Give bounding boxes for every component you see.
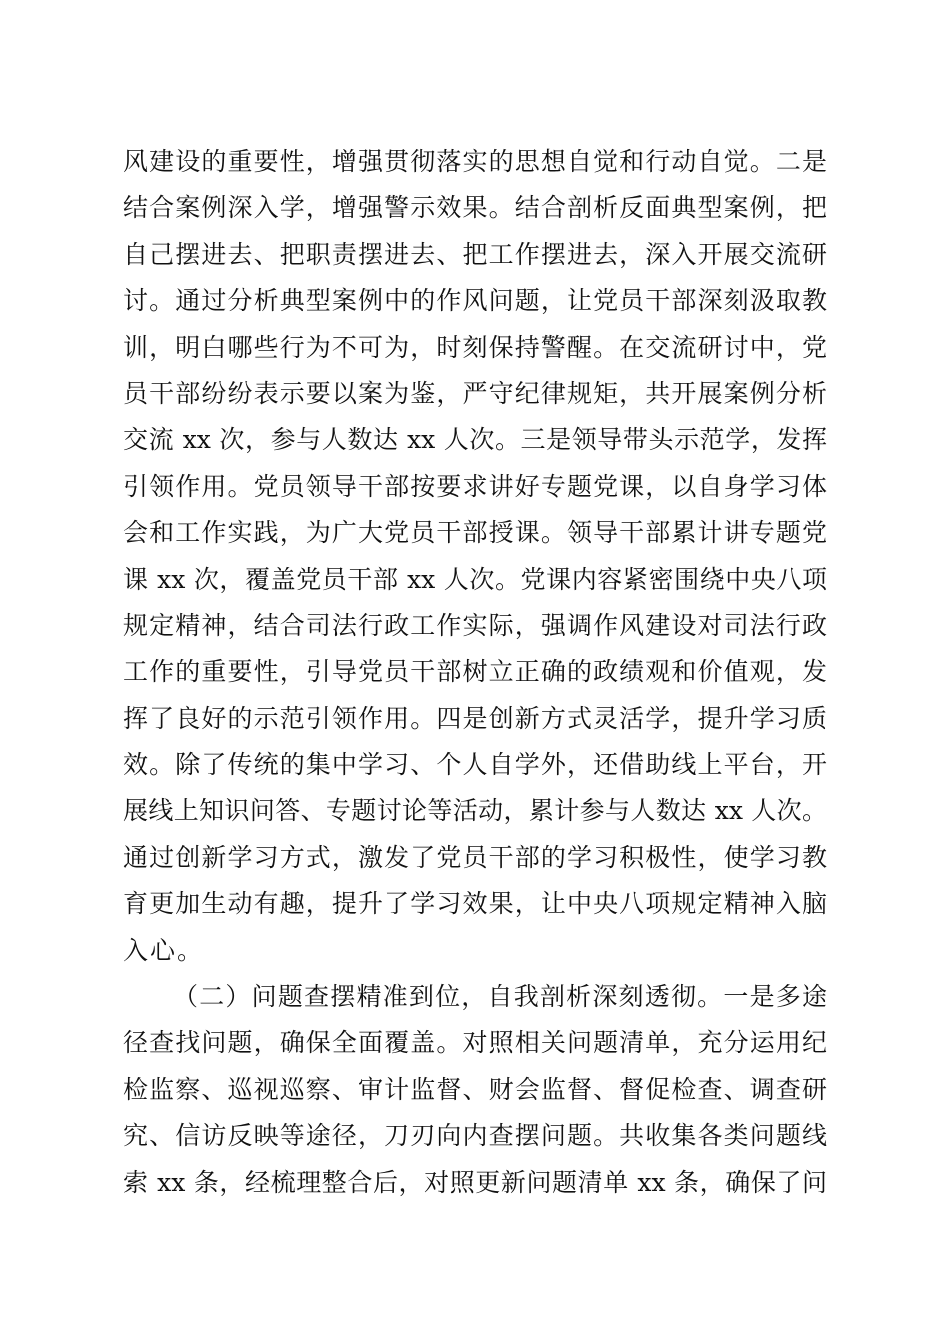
text-line: 育更加生动有趣，提升了学习效果，让中央八项规定精神入脑 xyxy=(123,889,827,919)
text-line: 规定精神，结合司法行政工作实际，强调作风建设对司法行政 xyxy=(123,610,827,640)
text-line: 自己摆进去、把职责摆进去、把工作摆进去，深入开展交流研 xyxy=(123,239,827,269)
text-line: 究、信访反映等途径，刀刃向内查摆问题。共收集各类问题线 xyxy=(123,1121,827,1151)
text-line: 引领作用。党员领导干部按要求讲好专题党课，以自身学习体 xyxy=(123,471,827,501)
text-line: 员干部纷纷表示要以案为鉴，严守纪律规矩，共开展案例分析 xyxy=(123,378,827,408)
section-heading-line: （二）问题查摆精准到位，自我剖析深刻透彻。一是多途 xyxy=(173,982,827,1012)
text-line: 展线上知识问答、专题讨论等活动，累计参与人数达 xx 人次。 xyxy=(123,796,827,826)
text-line: 风建设的重要性，增强贯彻落实的思想自觉和行动自觉。二是 xyxy=(123,147,827,176)
text-line: 通过创新学习方式，激发了党员干部的学习积极性，使学习教 xyxy=(123,842,827,872)
text-line: 训，明白哪些行为不可为，时刻保持警醒。在交流研讨中，党 xyxy=(123,332,827,362)
text-line: 索 xx 条，经梳理整合后，对照更新问题清单 xx 条，确保了问 xyxy=(123,1167,827,1197)
body-text xyxy=(123,139,827,1206)
text-line: 课 xx 次，覆盖党员干部 xx 人次。党课内容紧密围绕中央八项 xyxy=(123,564,827,594)
text-line: 讨。通过分析典型案例中的作风问题，让党员干部深刻汲取教 xyxy=(123,286,827,316)
paragraph-end-line: 入心。 xyxy=(123,935,205,965)
text-line: 工作的重要性，引导党员干部树立正确的政绩观和价值观，发 xyxy=(123,657,827,687)
text-line: 效。除了传统的集中学习、个人自学外，还借助线上平台，开 xyxy=(123,750,827,780)
text-line: 检监察、巡视巡察、审计监督、财会监督、督促检查、调查研 xyxy=(123,1074,827,1104)
text-line: 径查找问题，确保全面覆盖。对照相关问题清单，充分运用纪 xyxy=(123,1028,827,1058)
text-line: 会和工作实践，为广大党员干部授课。领导干部累计讲专题党 xyxy=(123,518,827,548)
text-line: 交流 xx 次，参与人数达 xx 人次。三是领导带头示范学，发挥 xyxy=(123,425,827,455)
text-line: 挥了良好的示范引领作用。四是创新方式灵活学，提升学习质 xyxy=(123,703,827,733)
text-line: 结合案例深入学，增强警示效果。结合剖析反面典型案例，把 xyxy=(123,193,827,223)
